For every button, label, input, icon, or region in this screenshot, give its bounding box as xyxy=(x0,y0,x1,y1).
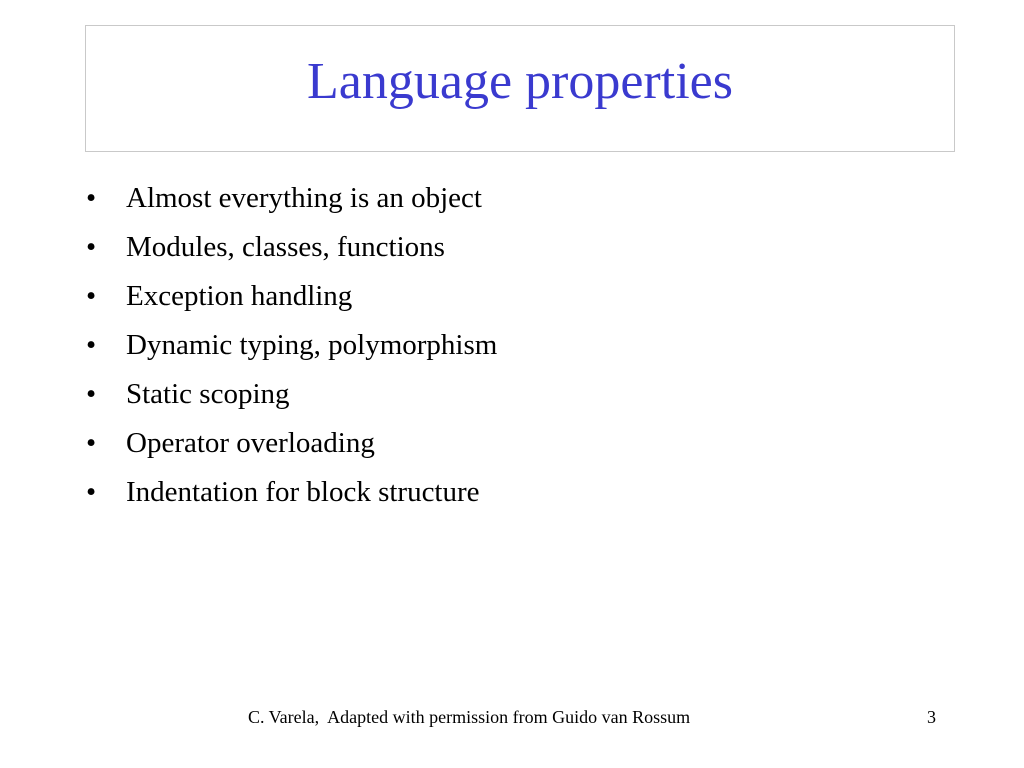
bullet-icon: • xyxy=(86,329,97,361)
slide-title: Language properties xyxy=(307,52,733,110)
list-item xyxy=(86,227,497,276)
bullet-text: Indentation for block structure xyxy=(126,476,480,508)
bullet-text: Static scoping xyxy=(126,378,290,410)
bullet-icon: • xyxy=(86,378,97,410)
bullet-icon: • xyxy=(86,476,97,508)
list-item xyxy=(86,178,497,227)
bullet-text: Almost everything is an object xyxy=(126,182,482,214)
list-item xyxy=(86,374,497,423)
bullet-icon: • xyxy=(86,280,97,312)
bullet-list xyxy=(86,178,497,521)
footer-credit: C. Varela, Adapted with permission from Guido van Rossum xyxy=(248,707,691,727)
list-item xyxy=(86,472,497,521)
list-item xyxy=(86,276,497,325)
bullet-text: Exception handling xyxy=(126,280,353,312)
bullet-text: Dynamic typing, polymorphism xyxy=(126,329,498,361)
list-item xyxy=(86,423,497,472)
bullet-icon: • xyxy=(86,231,97,263)
page-number: 3 xyxy=(927,707,936,727)
bullet-icon: • xyxy=(86,427,97,459)
title-box xyxy=(85,25,955,152)
bullet-text: Operator overloading xyxy=(126,427,375,459)
bullet-text: Modules, classes, functions xyxy=(126,231,445,263)
bullet-icon: • xyxy=(86,182,97,214)
list-item xyxy=(86,325,497,374)
